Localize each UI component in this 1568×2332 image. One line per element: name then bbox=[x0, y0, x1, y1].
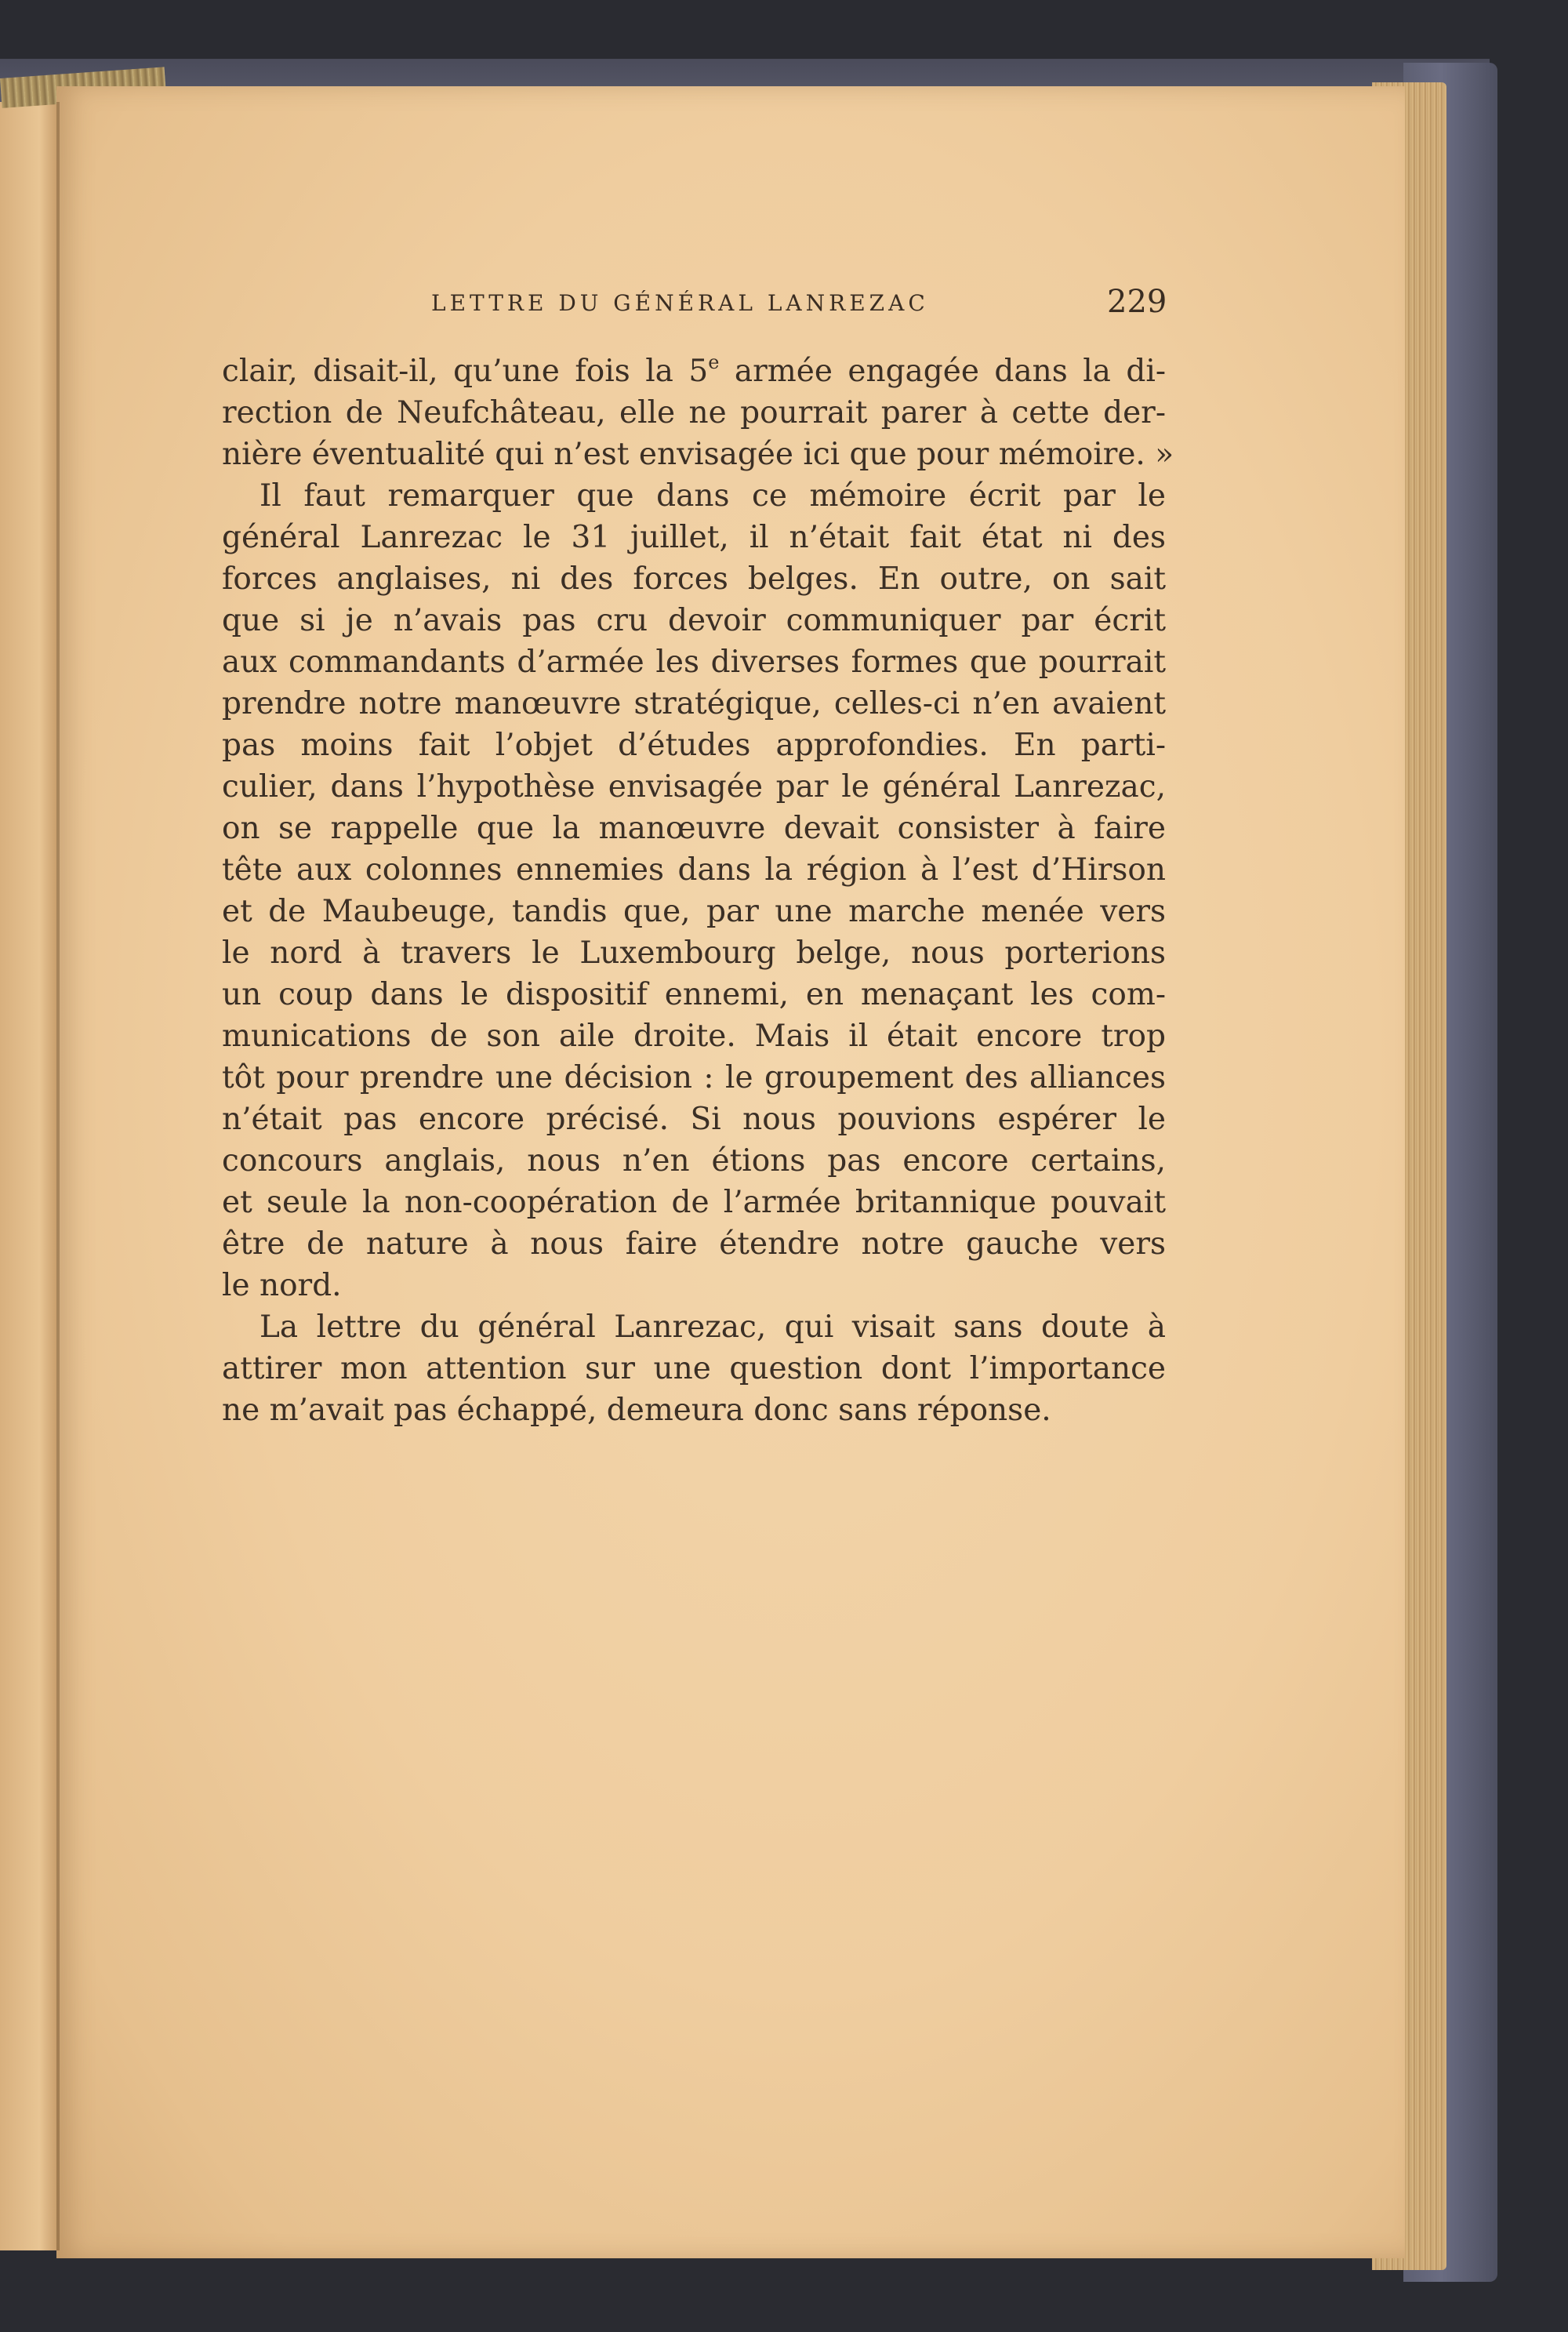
text-line: clair, disait-il, qu’une fois la 5e armée engagée dans la di- bbox=[222, 351, 1166, 389]
text-line: forces anglaises, ni des forces belges. En outre, on sait bbox=[222, 561, 1166, 597]
text-line: tête aux colonnes ennemies dans la région à l’est d’Hirson bbox=[222, 852, 1166, 888]
paragraph-end-line: ne m’avait pas échappé, demeura donc sans réponse. bbox=[222, 1393, 1051, 1428]
text-line: général Lanrezac le 31 juillet, il n’était fait état ni des bbox=[222, 520, 1166, 555]
text-line: pas moins fait l’objet d’études approfondies. En parti- bbox=[222, 728, 1166, 763]
text-line: attirer mon attention sur une question dont l’importance bbox=[222, 1351, 1166, 1386]
text-line: tôt pour prendre une décision : le groupement des alliances bbox=[222, 1060, 1166, 1095]
text-line: culier, dans l’hypothèse envisagée par le général Lanrezac, bbox=[222, 769, 1166, 805]
superscript: e bbox=[708, 351, 720, 373]
text-line: prendre notre manœuvre stratégique, celles-ci n’en avaient bbox=[222, 686, 1166, 721]
facing-page-sliver bbox=[0, 102, 56, 2250]
paragraph-end-line: le nord. bbox=[222, 1268, 342, 1303]
text-line: être de nature à nous faire étendre notre gauche vers bbox=[222, 1226, 1166, 1262]
text-line: munications de son aile droite. Mais il était encore trop bbox=[222, 1019, 1166, 1054]
text-line: rection de Neufchâteau, elle ne pourrait parer à cette der- bbox=[222, 395, 1166, 430]
gutter bbox=[56, 102, 60, 2250]
text-line: un coup dans le dispositif ennemi, en menaçant les com- bbox=[222, 977, 1166, 1012]
text-line: nière éventualité qui n’est envisagée ici que pour mémoire. » bbox=[222, 437, 1174, 472]
text-line: et seule la non-coopération de l’armée britannique pouvait bbox=[222, 1185, 1166, 1220]
paragraph-start-line: La lettre du général Lanrezac, qui visait sans doute à bbox=[260, 1309, 1166, 1345]
paragraph-start-line: Il faut remarquer que dans ce mémoire écrit par le bbox=[260, 478, 1166, 514]
text-line: n’était pas encore précisé. Si nous pouvions espérer le bbox=[222, 1102, 1166, 1137]
text-line: concours anglais, nous n’en étions pas encore certains, bbox=[222, 1143, 1166, 1179]
text-line: on se rappelle que la manœuvre devait consister à faire bbox=[222, 811, 1166, 846]
text-line: et de Maubeuge, tandis que, par une marche menée vers bbox=[222, 894, 1166, 929]
page-number: 229 bbox=[1107, 284, 1167, 320]
text-line: le nord à travers le Luxembourg belge, nous porterions bbox=[222, 935, 1166, 971]
running-head: LETTRE DU GÉNÉRAL LANREZAC bbox=[431, 290, 929, 316]
text-line: que si je n’avais pas cru devoir communiquer par écrit bbox=[222, 603, 1166, 638]
text-line: aux commandants d’armée les diverses formes que pourrait bbox=[222, 645, 1166, 680]
body-text bbox=[222, 351, 1174, 1431]
